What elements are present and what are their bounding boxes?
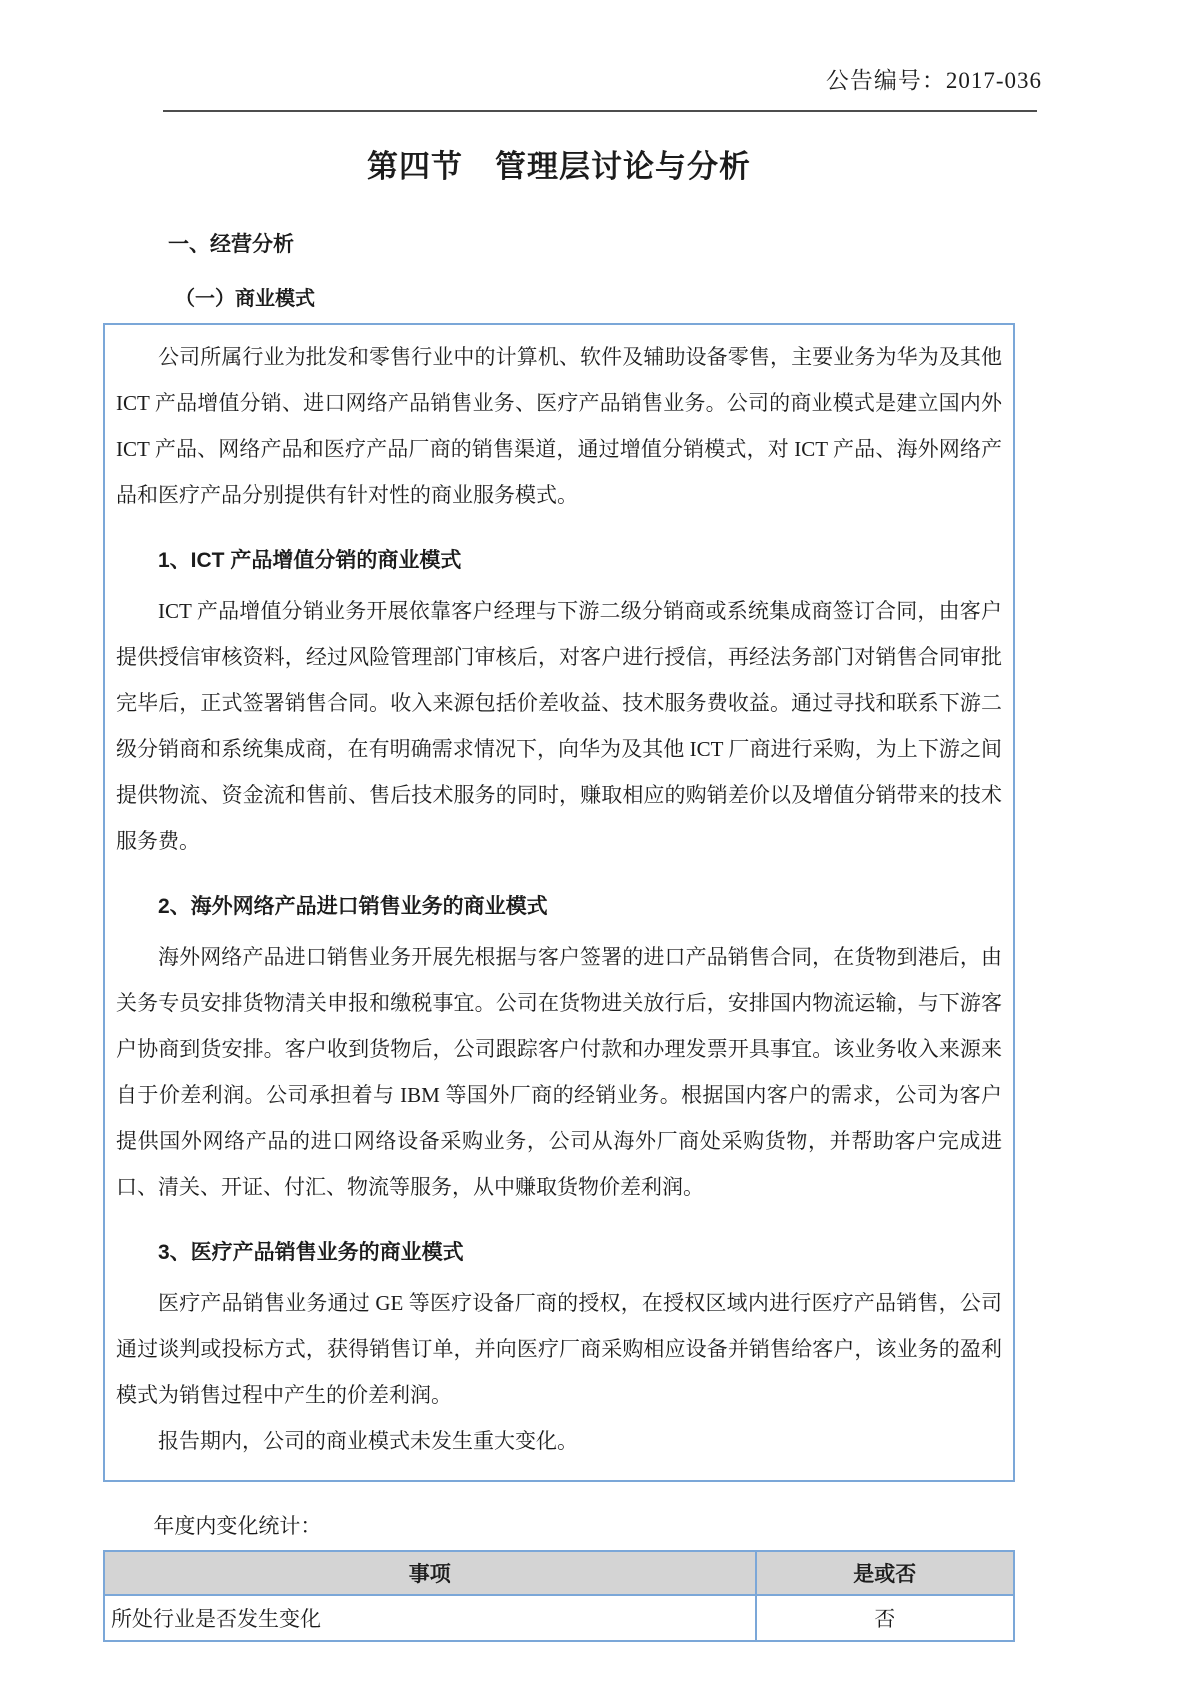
subsection-heading-business-model: （一）商业模式 — [175, 288, 315, 310]
announcement-number: 公告编号：2017-036 — [825, 68, 1042, 93]
table-header-yesno: 是或否 — [756, 1551, 1014, 1595]
medical-model-heading: 3、医疗产品销售业务的商业模式 — [158, 1241, 464, 1264]
ict-model-paragraph: ICT 产品增值分销业务开展依靠客户经理与下游二级分销商或系统集成商签订合同，由客户提供授信审核资料，经过风险管理部门审核后，对客户进行授信，再经法务部门对销售合同审批完毕后，正式签署销售合同。收入来源包括价差收益、技术服务费收益。通过寻找和联系下游二级分销商和系统集成商，在有明确需求情况下，向华为及其他 ICT 厂商进行采购，为上下游之间提供物流、资金流和售前、售后技术服务的同时，赚取相应的购销差价以及增值分销带来的技术服务费。 — [116, 599, 1002, 853]
section-heading-operating-analysis: 一、经营分析 — [168, 233, 294, 256]
table-cell-answer: 否 — [756, 1595, 1014, 1641]
report-period-note: 报告期内，公司的商业模式未发生重大变化。 — [158, 1429, 578, 1453]
table-header-row — [104, 1551, 1014, 1595]
annual-change-table — [103, 1550, 1015, 1642]
intro-paragraph: 公司所属行业为批发和零售行业中的计算机、软件及辅助设备零售，主要业务为华为及其他 ICT 产品增值分销、进口网络产品销售业务、医疗产品销售业务。公司的商业模式是建立国内外 ICT 产品、网络产品和医疗产品厂商的销售渠道，通过增值分销模式，对 ICT 产品、海外网络产品和医疗产品分别提供有针对性的商业服务模式。 — [116, 345, 1002, 507]
overseas-model-paragraph: 海外网络产品进口销售业务开展先根据与客户签署的进口产品销售合同，在货物到港后，由关务专员安排货物清关申报和缴税事宜。公司在货物进关放行后，安排国内物流运输，与下游客户协商到货安排。客户收到货物后，公司跟踪客户付款和办理发票开具事宜。该业务收入来源来自于价差利润。公司承担着与 IBM 等国外厂商的经销业务。根据国内客户的需求，公司为客户提供国外网络产品的进口网络设备采购业务，公司从海外厂商处采购货物，并帮助客户完成进口、清关、开证、付汇、物流等服务，从中赚取货物价差利润。 — [116, 945, 1002, 1199]
table-header-item: 事项 — [104, 1551, 756, 1595]
table-cell-item: 所处行业是否发生变化 — [104, 1595, 756, 1641]
page-title: 第四节 管理层讨论与分析 — [367, 149, 751, 184]
table-row — [104, 1595, 1014, 1641]
ict-model-heading: 1、ICT 产品增值分销的商业模式 — [158, 549, 462, 572]
medical-model-paragraph: 医疗产品销售业务通过 GE 等医疗设备厂商的授权，在授权区域内进行医疗产品销售，公司通过谈判或投标方式，获得销售订单，并向医疗厂商采购相应设备并销售给客户，该业务的盈利模式为销售过程中产生的价差利润。 — [116, 1291, 1002, 1407]
overseas-model-heading: 2、海外网络产品进口销售业务的商业模式 — [158, 895, 548, 918]
table-caption: 年度内变化统计： — [153, 1514, 322, 1538]
header-rule — [163, 110, 1037, 112]
business-model-box — [103, 323, 1015, 1482]
document-content — [103, 135, 1015, 1642]
